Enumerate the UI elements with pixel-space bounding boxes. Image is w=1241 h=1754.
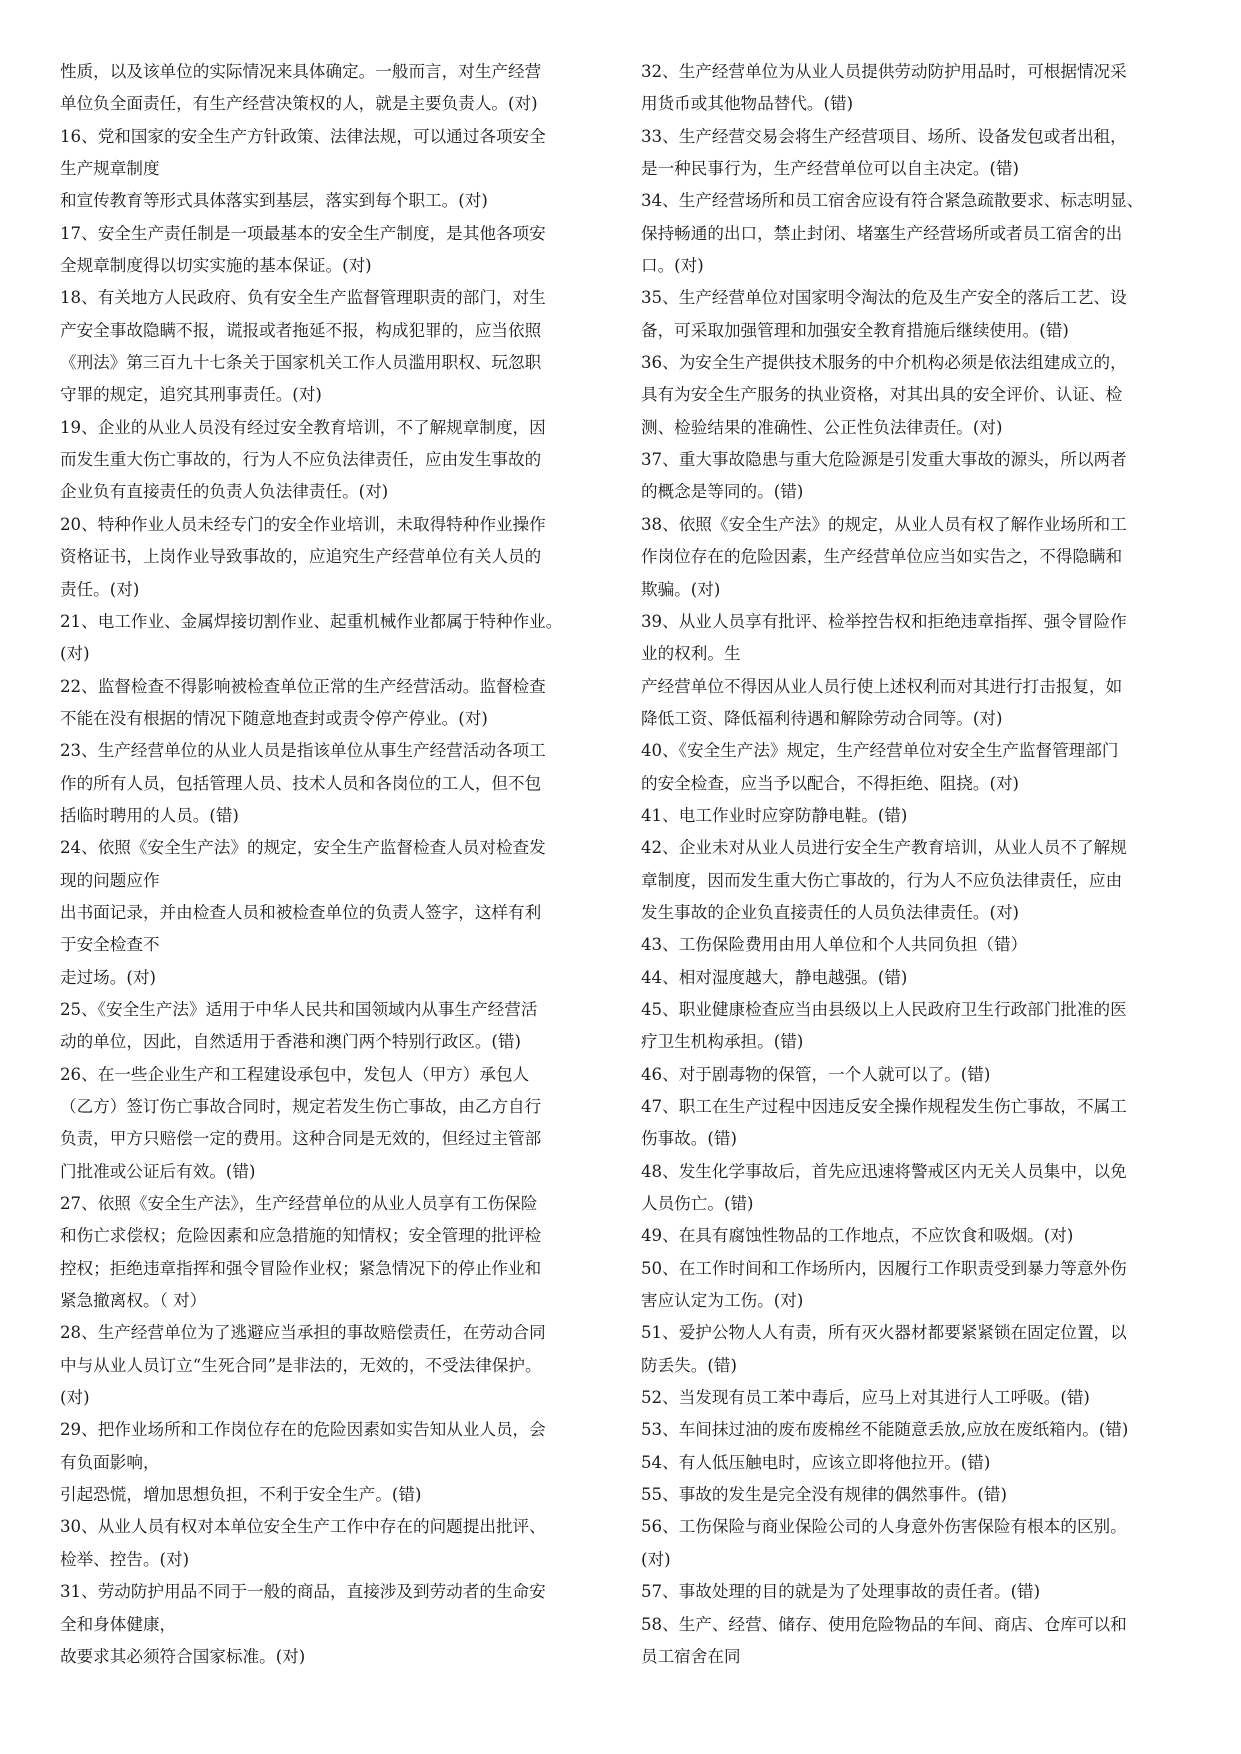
text-line: 备，可采取加强管理和加强安全教育措施后继续使用。(错)	[641, 320, 1069, 340]
text-line: 作岗位存在的危险因素，生产经营单位应当如实告之，不得隐瞒和	[641, 547, 1123, 567]
text-line: 降低工资、降低福利待遇和解除劳动合同等。(对)	[641, 708, 1003, 728]
text-line: 疗卫生机构承担。(错)	[641, 1032, 804, 1052]
text-line: 和伤亡求偿权；危险因素和应急措施的知情权；安全管理的批评检	[60, 1226, 542, 1246]
text-line: 紧急撤离权。（ 对）	[60, 1291, 207, 1311]
text-line: 22、监督检查不得影响被检查单位正常的生产经营活动。监督检查	[60, 676, 546, 696]
text-line: 括临时聘用的人员。(错)	[60, 805, 239, 825]
text-line: 作的所有人员，包括管理人员、技术人员和各岗位的工人，但不包	[60, 773, 542, 793]
text-line: 故要求其必须符合国家标准。(对)	[60, 1646, 306, 1666]
text-line: 50、在工作时间和工作场所内，因履行工作职责受到暴力等意外伤	[641, 1258, 1127, 1278]
text-line: 46、对于剧毒物的保管，一个人就可以了。(错)	[641, 1064, 991, 1084]
text-line: 47、职工在生产过程中因违反安全操作规程发生伤亡事故，不属工	[641, 1097, 1127, 1116]
text-line: 控权；拒绝违章指挥和强令冒险作业权；紧急情况下的停止作业和	[60, 1258, 542, 1278]
text-line: 52、当发现有员工苯中毒后，应马上对其进行人工呼吸。(错)	[641, 1388, 1090, 1408]
text-line: 于安全检查不	[60, 935, 160, 955]
text-line: 和宣传教育等形式具体落实到基层，落实到每个职工。(对)	[60, 191, 488, 211]
text-line: 测、检验结果的准确性、公正性负法律责任。(对)	[641, 417, 1003, 437]
text-line: 发生事故的企业负直接责任的人员负法律责任。(对)	[641, 902, 1020, 922]
text-line: 口。(对)	[641, 256, 704, 276]
text-line: 21、电工作业、金属焊接切割作业、起重机械作业都属于特种作业。	[60, 611, 563, 631]
text-line: 是一种民事行为，生产经营单位可以自主决定。(错)	[641, 159, 1020, 179]
text-line: 全和身体健康，	[60, 1614, 177, 1634]
text-line: (对)	[641, 1549, 671, 1569]
text-line: 20、特种作业人员未经专门的安全作业培训，未取得特种作业操作	[60, 514, 546, 534]
text-line: 43、工伤保险费用由用人单位和个人共同负担（错）	[641, 935, 1028, 955]
text-line: 产安全事故隐瞒不报，谎报或者拖延不报，构成犯罪的，应当依照	[60, 320, 542, 340]
text-line: 55、事故的发生是完全没有规律的偶然事件。(错)	[641, 1485, 1007, 1505]
text-line: 31、劳动防护用品不同于一般的商品，直接涉及到劳动者的生命安	[60, 1582, 546, 1602]
text-line: 49、在具有腐蚀性物品的工作地点，不应饮食和吸烟。(对)	[641, 1226, 1074, 1246]
text-line: 18、有关地方人民政府、负有安全生产监督管理职责的部门，对生	[60, 288, 546, 308]
text-line: 44、相对湿度越大，静电越强。(错)	[641, 967, 908, 987]
text-line: 防丢失。(错)	[641, 1355, 737, 1375]
text-line: （乙方）签订伤亡事故合同时，规定若发生伤亡事故，由乙方自行	[60, 1097, 542, 1116]
text-line: 负责，甲方只赔偿一定的费用。这种合同是无效的，但经过主管部	[60, 1129, 542, 1149]
text-line: 17、安全生产责任制是一项最基本的安全生产制度，是其他各项安	[60, 223, 546, 243]
text-line: 23、生产经营单位的从业人员是指该单位从事生产经营活动各项工	[60, 741, 546, 761]
text-line: 单位负全面责任，有生产经营决策权的人，就是主要负责人。(对)	[60, 94, 538, 114]
text-line: 现的问题应作	[60, 870, 160, 890]
text-line: 保持畅通的出口，禁止封闭、堵塞生产经营场所或者员工宿舍的出	[641, 223, 1123, 243]
text-line: 欺骗。(对)	[641, 579, 721, 599]
text-line: 58、生产、经营、储存、使用危险物品的车间、商店、仓库可以和	[641, 1614, 1127, 1634]
text-line: 企业负有直接责任的负责人负法律责任。(对)	[60, 482, 389, 502]
text-line: 24、依照《安全生产法》的规定，安全生产监督检查人员对检查发	[60, 838, 546, 858]
text-line: 章制度，因而发生重大伤亡事故的，行为人不应负法律责任，应由	[641, 870, 1123, 890]
text-line: 53、车间抹过油的废布废棉丝不能随意丢放,应放在废纸箱内。(错)	[641, 1420, 1129, 1440]
text-line: 25、《安全生产法》适用于中华人民共和国领域内从事生产经营活	[60, 999, 538, 1019]
text-line: 42、企业未对从业人员进行安全生产教育培训，从业人员不了解规	[641, 838, 1127, 858]
text-line: 40、《安全生产法》规定，生产经营单位对安全生产监督管理部门	[641, 741, 1119, 761]
text-line: 38、依照《安全生产法》的规定，从业人员有权了解作业场所和工	[641, 514, 1127, 534]
text-line: 守罪的规定，追究其刑事责任。(对)	[60, 385, 322, 405]
text-line: 产经营单位不得因从业人员行使上述权利而对其进行打击报复，如	[641, 676, 1123, 696]
text-line: 人员伤亡。(错)	[641, 1194, 754, 1214]
text-line: 不能在没有根据的情况下随意地查封或责令停产停业。(对)	[60, 708, 488, 728]
text-line: 30、从业人员有权对本单位安全生产工作中存在的问题提出批评、	[60, 1517, 546, 1537]
text-line: 业的权利。生	[641, 644, 741, 664]
text-line: 而发生重大伤亡事故的，行为人不应负法律责任，应由发生事故的	[60, 450, 542, 470]
text-line: 出书面记录，并由检查人员和被检查单位的负责人签字，这样有利	[60, 902, 542, 922]
text-line: 32、生产经营单位为从业人员提供劳动防护用品时，可根据情况采	[641, 62, 1127, 81]
text-line: (对)	[60, 1388, 90, 1408]
text-line: 生产规章制度	[60, 159, 160, 179]
text-line: 57、事故处理的目的就是为了处理事故的责任者。(错)	[641, 1582, 1041, 1602]
text-line: 责任。(对)	[60, 579, 140, 599]
text-line: 37、重大事故隐患与重大危险源是引发重大事故的源头，所以两者	[641, 450, 1127, 470]
text-line: 36、为安全生产提供技术服务的中介机构必须是依法组建成立的，	[641, 353, 1127, 373]
text-line: 害应认定为工伤。(对)	[641, 1291, 804, 1311]
text-line: 45、职业健康检查应当由县级以上人民政府卫生行政部门批准的医	[641, 999, 1127, 1019]
text-line: 56、工伤保险与商业保险公司的人身意外伤害保险有根本的区别。	[641, 1517, 1127, 1537]
text-line: 的概念是等同的。(错)	[641, 482, 804, 502]
text-line: 的安全检查，应当予以配合，不得拒绝、阻挠。(对)	[641, 773, 1020, 793]
text-line: 41、电工作业时应穿防静电鞋。(错)	[641, 805, 908, 825]
text-line: 16、党和国家的安全生产方针政策、法律法规，可以通过各项安全	[60, 126, 546, 146]
text-line: 51、爱护公物人人有责，所有灭火器材都要紧紧锁在固定位置，以	[641, 1323, 1127, 1343]
right-column	[641, 56, 1186, 1754]
text-line: 具有为安全生产服务的执业资格，对其出具的安全评价、认证、检	[641, 385, 1123, 405]
text-line: 33、生产经营交易会将生产经营项目、场所、设备发包或者出租，	[641, 126, 1127, 146]
text-line: 中与从业人员订立“生死合同”是非法的，无效的，不受法律保护。	[60, 1355, 542, 1375]
text-line: 26、在一些企业生产和工程建设承包中，发包人（甲方）承包人	[60, 1064, 530, 1084]
text-line: 48、发生化学事故后，首先应迅速将警戒区内无关人员集中，以免	[641, 1161, 1127, 1181]
text-line: (对)	[60, 644, 90, 664]
text-line: 28、生产经营单位为了逃避应当承担的事故赔偿责任，在劳动合同	[60, 1323, 546, 1343]
text-line: 29、把作业场所和工作岗位存在的危险因素如实告知从业人员，会	[60, 1420, 546, 1440]
text-line: 用货币或其他物品替代。(错)	[641, 94, 854, 114]
text-line: 全规章制度得以切实实施的基本保证。(对)	[60, 256, 372, 276]
text-line: 伤事故。(错)	[641, 1129, 737, 1149]
text-line: 引起恐慌，增加思想负担，不利于安全生产。(错)	[60, 1485, 422, 1505]
text-line: 27、依照《安全生产法》，生产经营单位的从业人员享有工伤保险	[60, 1194, 538, 1214]
text-line: 有负面影响，	[60, 1452, 160, 1472]
text-line: 员工宿舍在同	[641, 1646, 741, 1666]
text-line: 门批准或公证后有效。(错)	[60, 1161, 256, 1181]
text-line: 54、有人低压触电时，应该立即将他拉开。(错)	[641, 1452, 991, 1472]
text-line: 资格证书，上岗作业导致事故的，应追究生产经营单位有关人员的	[60, 547, 542, 567]
text-line: 性质，以及该单位的实际情况来具体确定。一般而言，对生产经营	[60, 62, 542, 81]
text-line: 19、企业的从业人员没有经过安全教育培训，不了解规章制度，因	[60, 417, 546, 437]
text-line: 34、生产经营场所和员工宿舍应设有符合紧急疏散要求、标志明显、	[641, 191, 1144, 211]
left-column	[60, 56, 597, 1754]
text-line: 《刑法》第三百九十七条关于国家机关工作人员滥用职权、玩忽职	[60, 353, 542, 373]
text-line: 39、从业人员享有批评、检举控告权和拒绝违章指挥、强令冒险作	[641, 611, 1127, 631]
text-line: 检举、控告。(对)	[60, 1549, 190, 1569]
text-line: 35、生产经营单位对国家明令淘汰的危及生产安全的落后工艺、设	[641, 288, 1127, 308]
text-line: 走过场。(对)	[60, 967, 156, 987]
text-line: 动的单位，因此，自然适用于香港和澳门两个特别行政区。(错)	[60, 1032, 521, 1052]
